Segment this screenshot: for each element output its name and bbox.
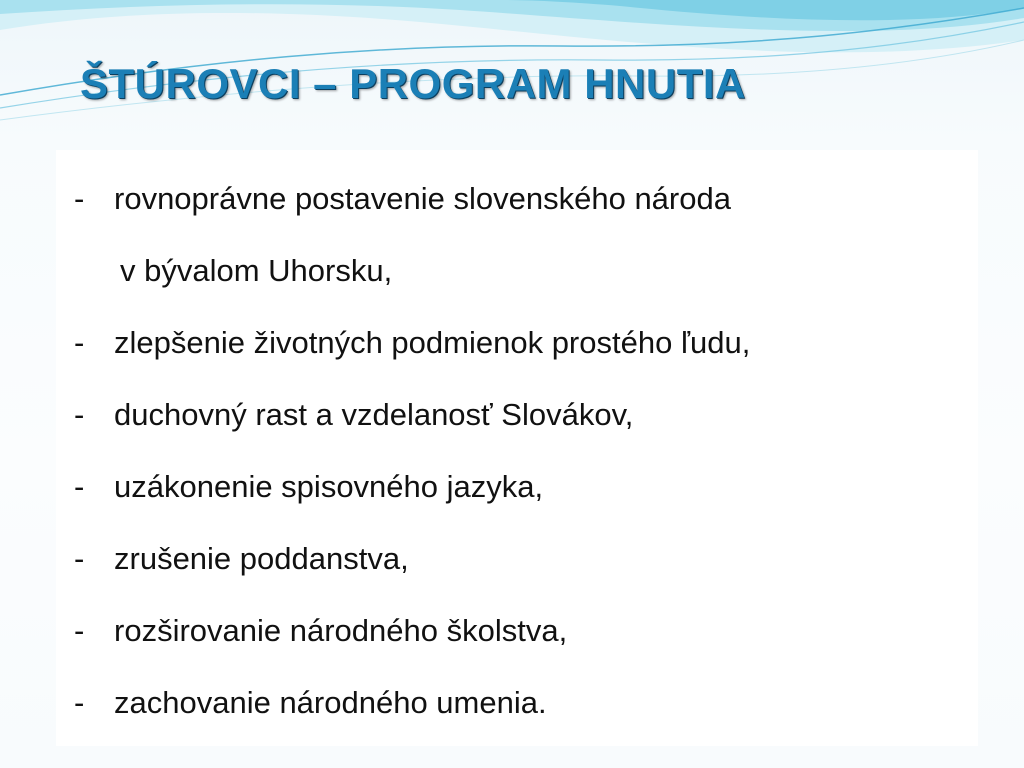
bullet-text: rozširovanie národného školstva, (114, 613, 568, 648)
bullet-item (74, 316, 750, 388)
bullet-text: rovnoprávne postavenie slovenského národa (114, 181, 731, 216)
bullet-marker: - (74, 469, 85, 504)
bullet-continuation (74, 244, 750, 316)
bullet-item (74, 388, 750, 460)
bullet-item (74, 604, 750, 676)
bullet-text: zrušenie poddanstva, (114, 541, 409, 576)
bullet-text: uzákonenie spisovného jazyka, (114, 469, 544, 504)
bullet-item (74, 172, 750, 244)
bullet-text: zachovanie národného umenia. (114, 685, 547, 720)
bullet-marker: - (74, 181, 85, 216)
bullet-item (74, 532, 750, 604)
bullet-item (74, 460, 750, 532)
bullet-item (74, 676, 750, 748)
slide-title: ŠTÚROVCI – PROGRAM HNUTIA (80, 60, 746, 107)
bullet-text: zlepšenie životných podmienok prostého ľudu, (114, 325, 751, 360)
bullet-text: duchovný rast a vzdelanosť Slovákov, (114, 397, 634, 432)
bullet-marker: - (74, 541, 85, 576)
bullet-marker: - (74, 685, 85, 720)
bullet-text: v bývalom Uhorsku, (120, 253, 393, 288)
bullet-list (74, 172, 750, 748)
bullet-marker: - (74, 397, 85, 432)
bullet-marker: - (74, 325, 85, 360)
bullet-marker: - (74, 613, 85, 648)
